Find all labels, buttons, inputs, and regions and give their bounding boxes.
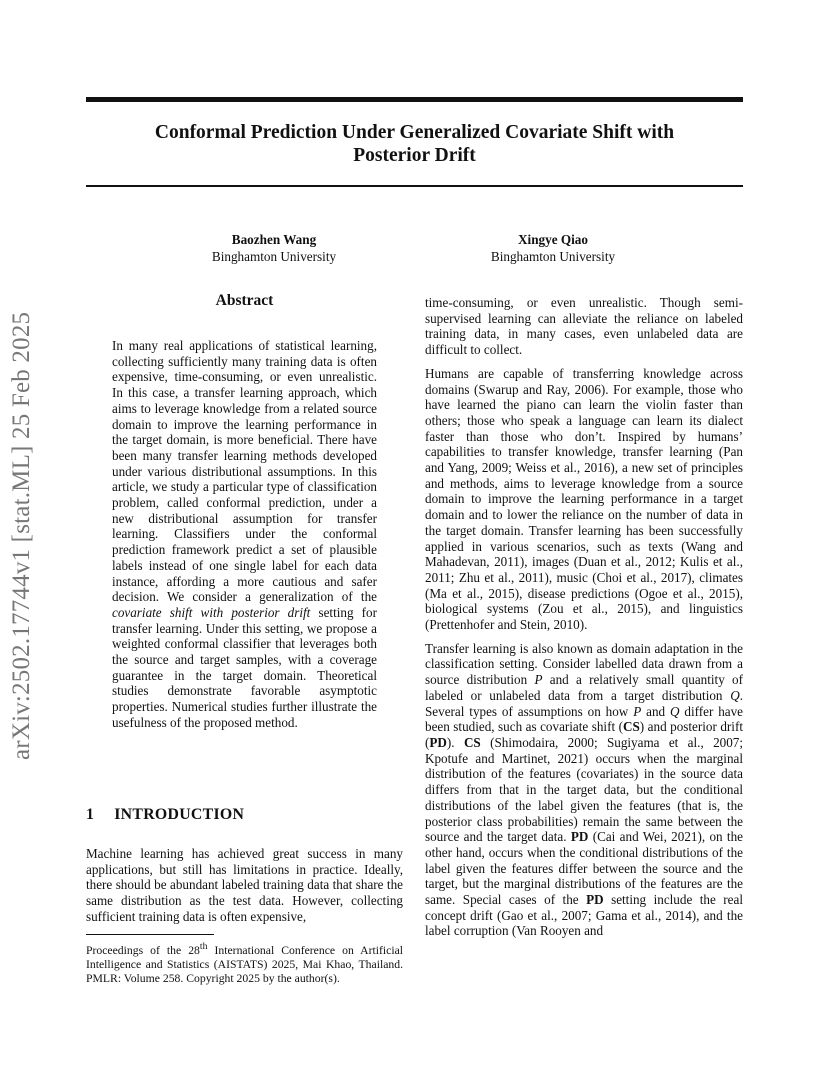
section-title: INTRODUCTION — [114, 806, 245, 823]
arxiv-identifier: arXiv:2502.17744v1 [stat.ML] 25 Feb 2025 — [8, 311, 35, 760]
section-heading — [86, 806, 244, 824]
paragraph: Humans are capable of transferring knowledge across domains (Swarup and Ray, 2006). For example, those who have learned the piano can learn the violin faster than others; those who speak a language can learn its dialect faster than those who don’t. Inspired by humans’ capabilities to transfer knowledge, transfer learning (Pan and Yang, 2009; Weiss et al., 2016), a new set of principles and methods, aims to leverage knowledge from a source domain to improve the learning performance in a target domain and to lower the reliance on the number of data in the target domain. Transfer learning has been successfully applied in various scenarios, such as texts (Wang and Mahadevan, 2011), images (Duan et al., 2012; Kulis et al., 2011; Zhu et al., 2011), music (Choi et al., 2017), climates (Ma et al., 2015), disease predictions (Ogoe et al., 2015), biological systems (Zou et al., 2015), and linguistics (Prettenhofer and Stein, 2010). — [425, 365, 743, 633]
author-block-2 — [433, 231, 673, 265]
title-top-rule — [86, 97, 743, 102]
author-name: Baozhen Wang — [231, 232, 317, 247]
paragraph: time-consuming, or even unrealistic. Though semi-supervised learning can alleviate the reliance on labeled training data, in many cases, even unlabeled data are difficult to collect. — [425, 295, 743, 358]
author-block-1 — [154, 231, 394, 265]
paper-title — [86, 121, 743, 167]
abstract-body — [112, 338, 377, 731]
author-affiliation: Binghamton University — [490, 249, 616, 264]
footnote-rule — [86, 934, 214, 935]
abstract-heading: Abstract — [215, 292, 274, 309]
abstract-text: In many real applications of statistical learning, collecting sufficiently many training data is often expensive, time-consuming, or even unrealistic. In this case, a transfer learning approach, which aims to leverage knowledge from a related source domain to improve the learning performance in the target domain, is more beneficial. There have been many transfer learning methods developed under various distributional assumptions. In this article, we study a particular type of classification problem, called conformal prediction, under a new distributional assumption for transfer learning. Classifiers under the conformal prediction framework predict a set of plausible labels instead of one single label for each data instance, affording a more cautious and safer decision. We consider a generalization of the — [112, 338, 377, 605]
title-line-2: Posterior Drift — [353, 145, 476, 166]
author-affiliation: Binghamton University — [211, 249, 337, 264]
intro-paragraph — [86, 846, 403, 925]
intro-text: Machine learning has achieved great success in many applications, but still has limitations in practice. Ideally, there should be abundant labeled training data that share the same distribution as the test data. However, collecting sufficient training data is often expensive, — [86, 846, 403, 924]
author-name: Xingye Qiao — [518, 232, 588, 247]
right-column — [425, 295, 743, 939]
footnote — [86, 940, 403, 987]
abstract-emphasis: covariate shift with posterior drift — [112, 604, 311, 620]
footnote-text: Proceedings of the 28 — [86, 943, 200, 957]
title-bottom-rule — [86, 185, 743, 187]
footnote-text: International Conference on Artificial Intelligence and Statistics (AISTATS) 2025, Mai Khao, Thailand. PMLR: Volume 258. Copyright 2025 by the author(s). — [86, 943, 404, 986]
footnote-superscript: th — [199, 941, 208, 952]
abstract-text: setting for transfer learning. Under this setting, we propose a weighted conformal classifier that leverages both the source and target samples, with a coverage guarantee in the target domain. Theoretical studies demonstrate favorable asymptotic properties. Numerical studies further illustrate the usefulness of the proposed method. — [112, 604, 377, 730]
section-number: 1 — [86, 806, 95, 823]
paragraph: Transfer learning is also known as domain adaptation in the classification setting. Consider labelled data drawn from a source distribution P and a relatively small quantity of labeled or unlabeled data from a target distribution Q. Several types of assumptions on how P and Q differ have been studied, such as covariate shift (CS) and posterior drift (PD). CS (Shimodaira, 2000; Sugiyama et al., 2007; Kpotufe and Martinet, 2021) occurs when the marginal distribution of the features (covariates) in the source data differs from that in the target data, but the conditional distributions of the label given the features (that is, the posterior class probabilities) remain the same between the source and the target data. PD (Cai and Wei, 2021), on the other hand, occurs when the conditional distributions of the label given the features differ between the source and the target, but the marginal distributions of the features are the same. Special cases of the PD setting include the real concept drift (Gao et al., 2007; Gama et al., 2014), and the label corruption (Van Rooyen and — [425, 640, 744, 939]
title-line-1: Conformal Prediction Under Generalized Covariate Shift with — [154, 122, 675, 143]
